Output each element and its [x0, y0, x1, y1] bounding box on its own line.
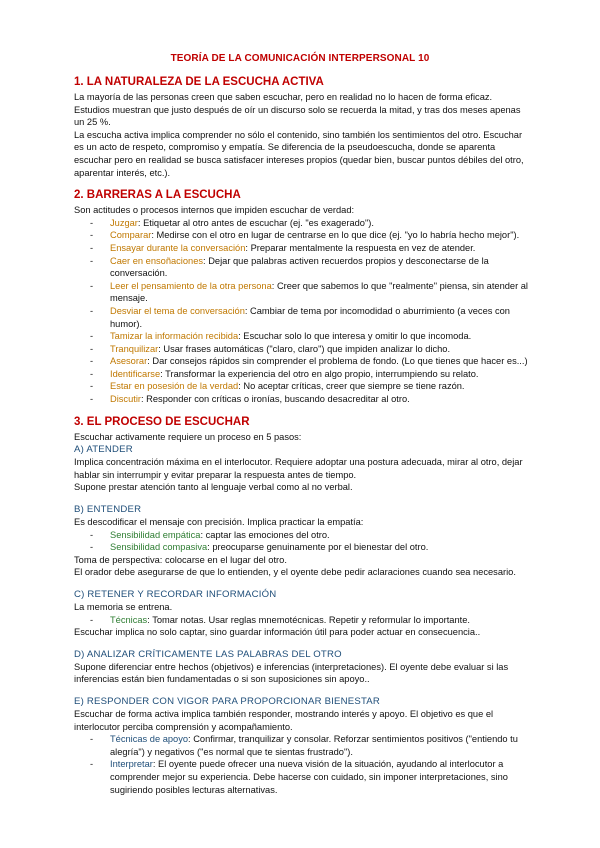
list-item: - Juzgar: Etiquetar al otro antes de escuchar (ej. "es exagerado"). [90, 217, 374, 228]
barrier-term: Comparar [110, 230, 152, 241]
step-c-heading: C) RETENER Y RECORDAR INFORMACIÓN [74, 589, 277, 600]
list-item: - Identificarse: Transformar la experiencia del otro en algo propio, interrumpiendo su relato. [90, 368, 479, 379]
section-1-paragraph-1: La mayoría de las personas creen que saben escuchar, pero en realidad no lo hacen de forma eficaz. Estudios muestran que justo después de oír un discurso solo se recuerda la mitad, y tras dos meses apenas un 25 %. [74, 92, 521, 128]
step-b-paragraph-3: El orador debe asegurarse de que lo entienden, y el oyente debe pedir aclaraciones cuando sea necesario. [74, 567, 516, 578]
section-2-intro: Son actitudes o procesos internos que impiden escuchar de verdad: [74, 205, 355, 216]
barrier-term: Desviar el tema de conversación [110, 305, 245, 316]
step-a-paragraph-1: Implica concentración máxima en el interlocutor. Requiere adoptar una postura adecuada, mirar al otro, dejar hablar sin interrumpir y evitar preparar la respuesta antes de tiempo. [74, 457, 523, 480]
list-item: - Sensibilidad compasiva: preocuparse genuinamente por el bienestar del otro. [90, 542, 429, 553]
empathy-term: Sensibilidad compasiva [110, 542, 208, 553]
list-item: - Caer en ensoñaciones: Dejar que palabras activen recuerdos propios y desconectarse de la conversación. [90, 255, 489, 279]
barrier-term: Tamizar la información recibida [110, 331, 239, 342]
document-body [74, 75, 530, 796]
barrier-term: Estar en posesión de la verdad [110, 381, 239, 392]
barrier-term: Tranquilizar [110, 343, 159, 354]
step-a-paragraph-2: Supone prestar atención tanto al lenguaje verbal como al no verbal. [74, 482, 353, 493]
list-item: - Tranquilizar: Usar frases automáticas ("claro, claro") que impiden analizar lo dicho. [90, 343, 451, 354]
step-a-heading: A) ATENDER [74, 444, 133, 456]
barrier-term: Asesorar [110, 356, 148, 367]
technique-term: Técnicas [110, 614, 148, 625]
section-1-heading: 1. LA NATURALEZA DE LA ESCUCHA ACTIVA [74, 76, 324, 88]
barrier-term: Discutir [110, 394, 141, 405]
step-d-paragraph-1: Supone diferenciar entre hechos (objetivos) e inferencias (interpretaciones). El oyente debe evaluar si las inferencias están bien fundamentadas o si son suposiciones sin apoyo.. [74, 661, 509, 685]
section-1-paragraph-2: La escucha activa implica comprender no sólo el contenido, sino también los sentimientos del otro. Escuchar es un acto de respeto, compromiso y empatía. Se diferencia de la pseudoescucha, donde se aparenta escuchar pero en realidad se busca satisfacer intereses propios (quedar bien, buscar puntos débiles del otro, aparentar interés, etc.). [74, 129, 524, 178]
barrier-term: Juzgar [110, 217, 138, 228]
memory-techniques-list [74, 614, 530, 627]
barrier-term: Identificarse [110, 368, 161, 379]
step-e-paragraph-1: Escuchar de forma activa implica también responder, mostrando interés y apoyo. El objetivo es que el interlocutor perciba comprensión y acompañamiento. [74, 708, 494, 732]
list-item: - Asesorar: Dar consejos rápidos sin comprender el problema de fondo. (Lo que tienes que hacer es...) [90, 356, 528, 367]
section-3-heading: 3. EL PROCESO DE ESCUCHAR [74, 415, 250, 428]
list-item: - Ensayar durante la conversación: Preparar mentalmente la respuesta en vez de atender. [90, 242, 476, 253]
list-item: - Interpretar: El oyente puede ofrecer una nueva visión de la situación, ayudando al interlocutor a comprender mejor su experiencia. Debe hacerse con cuidado, sin imponer interpretaciones, sino sugiriendo posibles lecturas alternativas. [90, 759, 508, 795]
list-item: - Tamizar la información recibida: Escuchar solo lo que interesa y omitir lo que incomoda. [90, 331, 472, 342]
list-item: - Sensibilidad empática: captar las emociones del otro. [90, 529, 330, 540]
step-b-heading: B) ENTENDER [74, 504, 142, 516]
step-e-heading: E) RESPONDER CON VIGOR PARA PROPORCIONAR BIENESTAR [74, 695, 381, 707]
document-title: TEORÍA DE LA COMUNICACIÓN INTERPERSONAL 10 [170, 53, 430, 64]
list-item: - Estar en posesión de la verdad: No aceptar críticas, creer que siempre se tiene razón. [90, 381, 465, 392]
empathy-term: Sensibilidad empática [110, 529, 201, 540]
barrier-term: Caer en ensoñaciones [110, 255, 204, 266]
support-term: Técnicas de apoyo [110, 734, 189, 745]
list-item: - Discutir: Responder con críticas o ironías, buscando desacreditar al otro. [90, 394, 410, 405]
empathy-list [74, 529, 530, 554]
step-d-heading: D) ANALIZAR CRÍTICAMENTE LAS PALABRAS DEL OTRO [74, 648, 342, 660]
barrier-term: Ensayar durante la conversación [110, 242, 246, 253]
barrier-term: Leer el pensamiento de la otra persona [110, 280, 272, 291]
step-c-paragraph-1: La memoria se entrena. [74, 602, 173, 612]
list-item: - Desviar el tema de conversación: Cambiar de tema por incomodidad o aburrimiento (a veces con humor). [90, 305, 510, 329]
list-item: - Técnicas: Tomar notas. Usar reglas mnemotécnicas. Repetir y reformular lo importante. [90, 614, 470, 625]
support-term: Interpretar [110, 759, 153, 770]
support-techniques-list [74, 733, 530, 796]
step-b-paragraph-1: Es descodificar el mensaje con precisión. Implica practicar la empatía: [74, 517, 364, 528]
barriers-list [74, 217, 530, 406]
step-b-paragraph-2: Toma de perspectiva: colocarse en el lugar del otro. [74, 554, 287, 565]
list-item: - Leer el pensamiento de la otra persona: Creer que sabemos lo que "realmente" piensa, sin atender al mensaje. [90, 280, 528, 304]
step-c-paragraph-2: Escuchar implica no solo captar, sino guardar información útil para poder actuar en consecuencia.. [74, 627, 481, 638]
section-3-intro: Escuchar activamente requiere un proceso en 5 pasos: [74, 431, 302, 442]
list-item: - Comparar: Medirse con el otro en lugar de centrarse en lo que dice (ej. "yo lo habría hecho mejor"). [90, 230, 520, 241]
section-2-heading: 2. BARRERAS A LA ESCUCHA [74, 189, 241, 202]
list-item: - Técnicas de apoyo: Confirmar, tranquilizar y consolar. Reforzar sentimientos positivos ("entiendo tu alegría") y negativos ("es normal que te sientas frustrado"). [90, 734, 518, 757]
